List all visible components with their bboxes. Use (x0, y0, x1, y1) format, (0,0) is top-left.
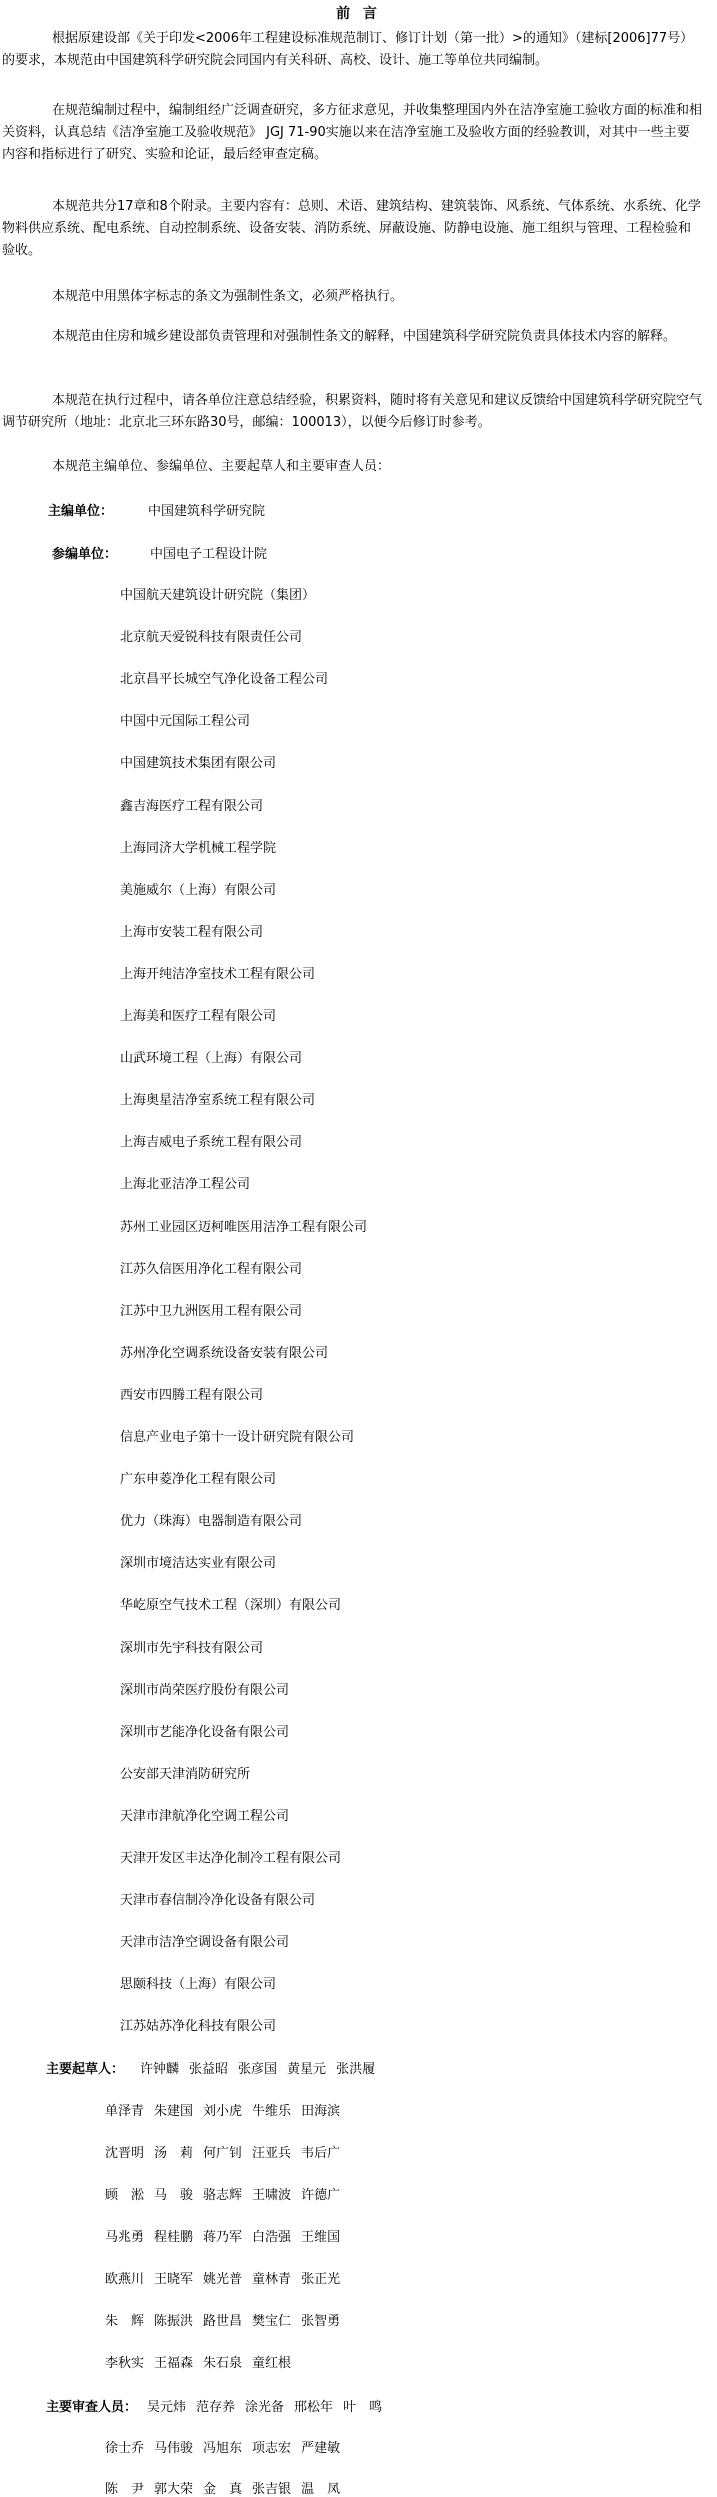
participating-unit-item: 中国建筑技术集团有限公司 (120, 756, 277, 772)
paragraph-3: 本规范共分17章和8个附录。主要内容有：总则、术语、建筑结构、建筑装饰、风系统、气体系统、水系统、化学物料供应系统、配电系统、自动控制系统、设备安装、消防系统、屏蔽设施、防静电设施、施工组织与管理、工程检验和验收。 (2, 199, 701, 258)
person-name: 陈振洪 (154, 2314, 194, 2329)
participating-unit-item: 苏州净化空调系统设备安装有限公司 (120, 1345, 329, 1361)
participating-unit-item: 上海市安装工程有限公司 (120, 924, 264, 940)
person-name: 金 真 (203, 2482, 243, 2497)
participating-units-label: 参编单位： (52, 547, 118, 562)
participating-unit-item: 天津开发区丰达净化制冷工程有限公司 (120, 1851, 342, 1866)
participating-unit-item: 公安部天津消防研究所 (120, 1766, 251, 1782)
person-name: 马 骏 (154, 2188, 194, 2203)
person-name: 田海滨 (301, 2104, 341, 2119)
participating-unit-item: 江苏中卫九洲医用工程有限公司 (120, 1303, 303, 1319)
person-name: 吴元炜 (147, 2400, 187, 2415)
page-title: 前 言 (336, 6, 381, 22)
paragraph-5: 本规范由住房和城乡建设部负责管理和对强制性条文的解释，中国建筑科学研究院负责具体技术内容的解释。 (52, 329, 677, 344)
person-name: 沈晋明 (105, 2146, 145, 2161)
participating-unit-item: 深圳市先宇科技有限公司 (120, 1640, 264, 1656)
person-name: 路世昌 (203, 2314, 243, 2329)
person-name: 张益昭 (189, 2062, 229, 2077)
person-name: 严建敏 (301, 2441, 341, 2456)
person-name: 欧燕川 (105, 2272, 145, 2287)
participating-unit-item: 天津市洁净空调设备有限公司 (120, 1935, 290, 1951)
participating-unit-item: 苏州工业园区迈柯唯医用洁净工程有限公司 (120, 1219, 368, 1235)
person-name: 冯旭东 (203, 2441, 243, 2456)
person-name: 王维国 (301, 2230, 341, 2245)
person-name: 单泽青 (105, 2104, 145, 2119)
paragraph-2: 在规范编制过程中，编制组经广泛调查研究，多方征求意见，并收集整理国内外在洁净室施工验收方面的标准和相关资料，认真总结《洁净室施工及验收规范》 JGJ 71-90实施以来在洁净室施工及验收方面的经验教训，对其中一些主要内容和指标进行了研究、实验和论证，最后经审查定稿。 (2, 103, 703, 162)
people-row (105, 2437, 350, 2456)
person-name: 顾 淞 (105, 2188, 145, 2203)
person-name: 马伟骏 (154, 2441, 194, 2456)
chief-unit-label: 主编单位： (48, 504, 114, 519)
participating-unit-item: 天津市津航净化空调工程公司 (120, 1808, 290, 1824)
person-name: 温 凤 (301, 2482, 341, 2497)
person-name: 范存养 (196, 2400, 236, 2415)
person-name: 王晓军 (154, 2272, 194, 2287)
person-name: 何广钊 (203, 2146, 243, 2161)
person-name: 童林青 (252, 2272, 292, 2287)
person-name: 张正光 (301, 2272, 341, 2287)
paragraph-7: 本规范主编单位、参编单位、主要起草人和主要审查人员： (52, 459, 391, 474)
people-row (105, 2268, 350, 2287)
paragraph-6: 本规范在执行过程中，请各单位注意总结经验，积累资料，随时将有关意见和建议反馈给中国建筑科学研究院空气调节研究所（地址：北京北三环东路30号，邮编：100013），以便今后修订时参考。 (2, 393, 703, 430)
person-name: 张洪履 (336, 2062, 376, 2077)
person-name: 刘小虎 (203, 2104, 243, 2119)
person-name: 郭大荣 (154, 2482, 194, 2497)
people-row (147, 2396, 392, 2415)
participating-unit-item: 美施威尔（上海）有限公司 (120, 882, 277, 898)
person-name: 马兆勇 (105, 2230, 145, 2245)
participating-unit-item: 上海北亚洁净工程公司 (120, 1177, 251, 1193)
participating-unit-item: 上海奥星洁净室系统工程有限公司 (120, 1093, 316, 1109)
person-name: 王福森 (154, 2356, 194, 2371)
participating-unit-item: 深圳市境洁达实业有限公司 (120, 1556, 277, 1572)
participating-unit-item: 上海开纯洁净室技术工程有限公司 (120, 966, 316, 982)
participating-unit-item: 上海同济大学机械工程学院 (120, 840, 277, 856)
person-name: 骆志辉 (203, 2188, 243, 2203)
people-row (105, 2100, 350, 2119)
person-name: 许钟麟 (140, 2062, 180, 2077)
person-name: 樊宝仁 (252, 2314, 292, 2329)
person-name: 姚光普 (203, 2272, 243, 2287)
person-name: 朱 辉 (105, 2314, 145, 2329)
paragraph-4: 本规范中用黑体字标志的条文为强制性条文，必须严格执行。 (52, 289, 404, 304)
participating-unit-item: 上海吉威电子系统工程有限公司 (120, 1135, 303, 1151)
participating-unit-item: 北京航天爱锐科技有限责任公司 (120, 630, 303, 646)
person-name: 项志宏 (252, 2441, 292, 2456)
person-name: 涂光备 (245, 2400, 285, 2415)
participating-unit-item: 上海美和医疗工程有限公司 (120, 1009, 277, 1024)
participating-unit-item: 北京昌平长城空气净化设备工程公司 (120, 672, 329, 688)
person-name: 张智勇 (301, 2314, 341, 2329)
person-name: 程桂鹏 (154, 2230, 194, 2245)
paragraph-1: 根据原建设部《关于印发<2006年工程建设标准规范制订、修订计划（第一批）>的通知》（建标[2006]77号）的要求，本规范由中国建筑科学研究院会同国内有关科研、高校、设计、施工等单位共同编制。 (2, 31, 694, 68)
person-name: 汪亚兵 (252, 2146, 292, 2161)
person-name: 牛维乐 (252, 2104, 292, 2119)
person-name: 韦后广 (301, 2146, 341, 2161)
participating-unit-item: 山武环境工程（上海）有限公司 (120, 1051, 303, 1067)
person-name: 张吉银 (252, 2482, 292, 2497)
person-name: 徐士乔 (105, 2441, 145, 2456)
person-name: 白浩强 (252, 2230, 292, 2245)
people-row (105, 2352, 301, 2371)
participating-unit-item: 中国航天建筑设计研究院（集团） (120, 588, 316, 603)
person-name: 张彦国 (238, 2062, 278, 2077)
people-row (105, 2184, 350, 2203)
participating-unit-item: 华屹原空气技术工程（深圳）有限公司 (120, 1598, 342, 1614)
reviewers-label: 主要审查人员： (46, 2400, 138, 2415)
participating-unit-item: 中国电子工程设计院 (150, 547, 268, 562)
participating-unit-item: 中国中元国际工程公司 (120, 714, 251, 730)
people-row (105, 2478, 350, 2497)
participating-unit-item: 深圳市艺能净化设备有限公司 (120, 1724, 290, 1740)
participating-unit-item: 深圳市尚荣医疗股份有限公司 (120, 1682, 290, 1698)
person-name: 童红根 (252, 2356, 292, 2371)
participating-unit-item: 信息产业电子第十一设计研究院有限公司 (120, 1430, 355, 1445)
person-name: 汤 莉 (154, 2146, 194, 2161)
chief-unit-name: 中国建筑科学研究院 (148, 504, 266, 519)
participating-unit-item: 思颐科技（上海）有限公司 (120, 1977, 277, 1993)
people-row (105, 2226, 350, 2245)
participating-unit-item: 天津市春信制冷净化设备有限公司 (120, 1893, 316, 1909)
participating-unit-item: 西安市四腾工程有限公司 (120, 1387, 264, 1403)
person-name: 李秋实 (105, 2356, 145, 2371)
person-name: 王啸波 (252, 2188, 292, 2203)
people-row (105, 2142, 350, 2161)
person-name: 朱建国 (154, 2104, 194, 2119)
people-row (105, 2310, 350, 2329)
participating-unit-item: 江苏姑苏净化科技有限公司 (120, 2019, 277, 2035)
participating-unit-item: 鑫吉海医疗工程有限公司 (120, 798, 264, 814)
person-name: 邢松年 (294, 2400, 334, 2415)
people-row (140, 2058, 385, 2077)
person-name: 黄星元 (287, 2062, 327, 2077)
person-name: 蒋乃军 (203, 2230, 243, 2245)
drafters-label: 主要起草人： (46, 2062, 125, 2077)
person-name: 陈 尹 (105, 2482, 145, 2497)
participating-unit-item: 江苏久信医用净化工程有限公司 (120, 1261, 303, 1277)
person-name: 许德广 (301, 2188, 341, 2203)
participating-unit-item: 广东申菱净化工程有限公司 (120, 1472, 277, 1488)
person-name: 朱石泉 (203, 2356, 243, 2371)
person-name: 叶 鸣 (343, 2400, 383, 2415)
participating-unit-item: 优力（珠海）电器制造有限公司 (120, 1514, 303, 1530)
